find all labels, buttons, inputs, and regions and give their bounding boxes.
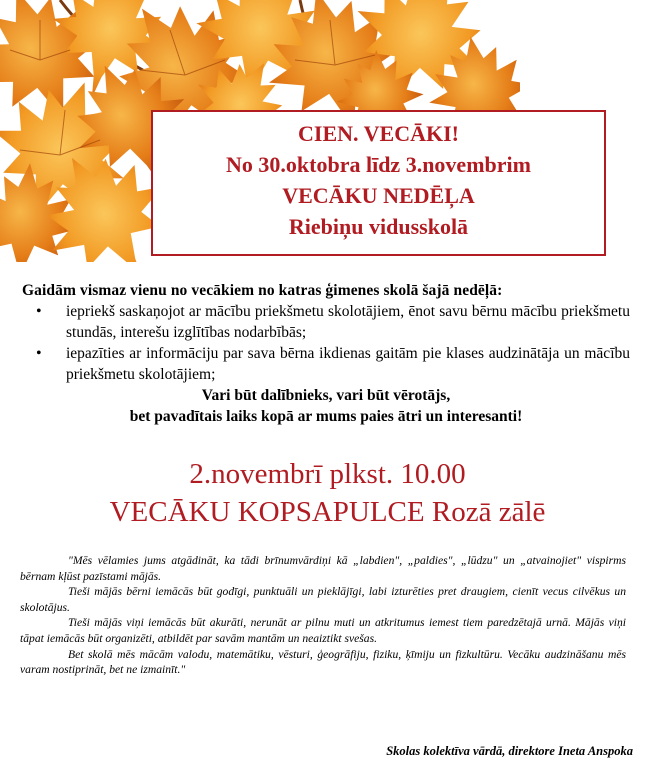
participation-line: Vari būt dalībnieks, vari būt vērotājs, [201,387,451,404]
invitation-lead: Gaidām vismaz vienu no vecākiem no katras ģimenes skolā šajā nedēļā: [22,282,503,299]
quote-paragraph: "Mēs vēlamies jums atgādināt, ka tādi brīnumvārdiņi kā „labdien", „paldies", „lūdzu" un „atvainojiet" vispirms bērnam kļūst pazīstami mājās. [20,554,626,583]
banner-dates: No 30.oktobra līdz 3.novembrim [226,152,531,177]
banner-school: Riebiņu vidusskolā [288,214,469,239]
invitation-list [22,301,630,385]
list-item: • iepriekš saskaņojot ar mācību priekšmetu skolotājiem, ēnot savu bērnu mācību priekšmetu stundās, interešu izglītības nodarbībās; [66,301,630,343]
time-together-line: bet pavadītais laiks kopā ar mums paies ātri un interesanti! [129,408,523,425]
meeting-announcement [0,455,655,531]
quote-paragraph: Tieši mājās viņi iemācās būt akurāti, nerunāt ar pilnu muti un atkritumus iemest tiem paredzētajā urnā. Mājās viņi tāpat iemācās būt organizēti, atbildēt par savām mantām un neaiztikt svešas. [20,616,626,645]
meeting-time: 2.novembrī plkst. 10.00 [189,458,466,490]
quote-paragraph: Tieši mājās bērni iemācās būt godīgi, punktuāli un pieklājīgi, labi izturēties pret draugiem, cienīt vecus cilvēkus un skolotājus. [20,585,626,614]
list-item: • iepazīties ar informāciju par sava bērna ikdienas gaitām pie klases audzinātāja un mācību priekšmetu skolotājiem; [66,343,630,385]
signature: Skolas kolektīva vārdā, direktore Ineta Anspoka [386,744,633,758]
announcement-banner [151,110,606,256]
invitation-section [22,280,630,427]
meeting-title: VECĀKU KOPSAPULCE Rozā zālē [109,496,546,528]
quote-paragraph: Bet skolā mēs mācām valodu, matemātiku, vēsturi, ģeogrāfiju, fiziku, ķīmiju un fizkultūru. Vecāku audzināšanu mēs varam nostiprināt, bet ne izmainīt." [20,647,626,677]
quote-block [20,553,626,678]
banner-event-title: VECĀKU NEDĒĻA [282,183,475,208]
banner-greeting: CIEN. VECĀKI! [298,121,459,146]
